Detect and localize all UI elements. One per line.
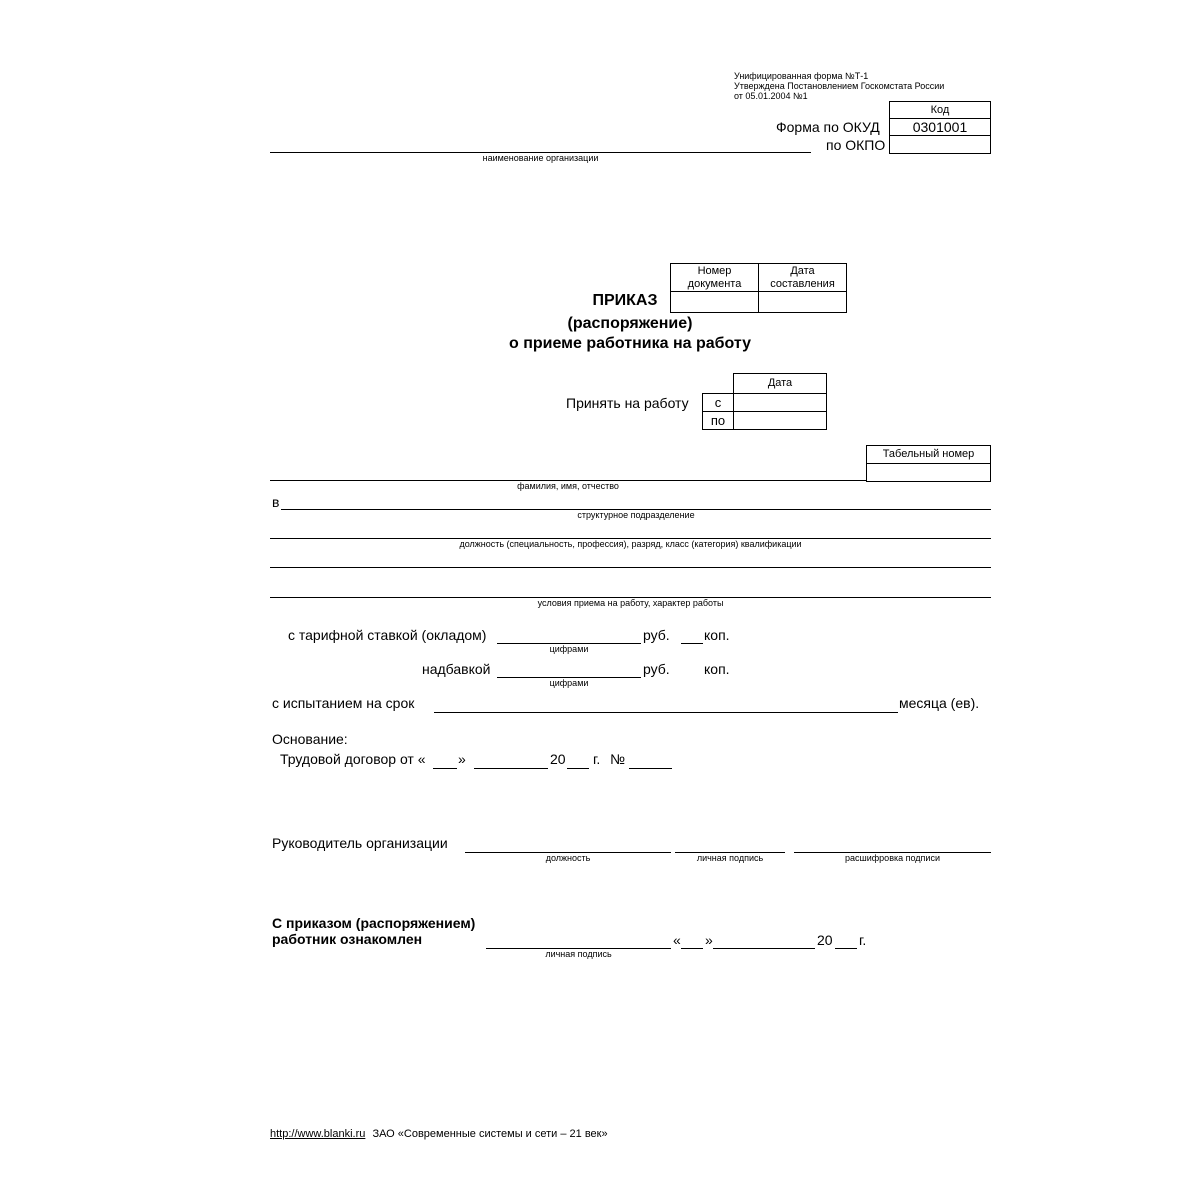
footer-link[interactable]: http://www.blanki.ru [270, 1128, 366, 1140]
doc-date-header: Дата составления [770, 265, 835, 290]
order-title: ПРИКАЗ [592, 292, 658, 309]
employee-name-caption: фамилия, имя, отчество [517, 481, 619, 491]
doc-date-header-cell [758, 263, 847, 292]
division-caption: структурное подразделение [577, 510, 695, 520]
conditions-caption: условия приема на работу, характер работы [537, 598, 724, 608]
probation-line[interactable] [434, 712, 898, 713]
doc-number-header: Номер документа [687, 265, 742, 290]
footer [270, 1128, 608, 1140]
contract-year-prefix: 20 [550, 751, 566, 767]
probation-months-label: месяца (ев). [899, 695, 980, 711]
contract-year-line[interactable] [567, 768, 589, 769]
hire-to-input[interactable] [733, 411, 827, 430]
contract-prefix: Трудовой договор от « [280, 751, 426, 767]
okpo-value-cell[interactable] [889, 135, 991, 154]
rate-kop-label: коп. [704, 627, 730, 643]
date-number-label: от 05.01.2004 №1 [734, 91, 808, 101]
bonus-rub-label: руб. [643, 661, 670, 677]
rate-rub-label: руб. [643, 627, 670, 643]
hire-date-header: Дата [767, 377, 793, 389]
bonus-digits-caption: цифрами [549, 678, 589, 688]
okud-label: Форма по ОКУД [776, 119, 880, 135]
tab-number-header: Табельный номер [882, 448, 975, 460]
okud-value: 0301001 [912, 119, 968, 135]
ack-quote-open: « [673, 932, 681, 948]
doc-number-header-cell [670, 263, 759, 292]
contract-number-line[interactable] [629, 768, 672, 769]
order-purpose: о приеме работника на работу [508, 335, 752, 352]
approved-label: Утверждена Постановлением Госкомстата России [734, 81, 945, 91]
division-in-label: в [272, 494, 280, 510]
head-label: Руководитель организации [272, 835, 448, 851]
contract-quote-close: » [458, 751, 466, 767]
footer-company: ЗАО «Современные системы и сети – 21 век» [372, 1128, 608, 1140]
head-decoding-caption: расшифровка подписи [845, 853, 940, 863]
head-signature-caption: личная подпись [696, 853, 764, 863]
form-meta [734, 71, 944, 101]
unified-form-label: Унифицированная форма №Т-1 [734, 71, 869, 81]
ack-line-1: С приказом (распоряжением) [272, 915, 476, 931]
rate-label: с тарифной ставкой (окладом) [288, 627, 487, 643]
hire-from-label-cell [702, 393, 734, 412]
hire-to-label: по [710, 413, 726, 428]
contract-day-line[interactable] [433, 768, 457, 769]
ack-month-line[interactable] [713, 948, 815, 949]
basis-label: Основание: [272, 731, 348, 747]
order-subtitle: (распоряжение) [567, 315, 693, 332]
contract-month-line[interactable] [474, 768, 548, 769]
tab-number-header-cell [866, 445, 991, 464]
rate-kop-line[interactable] [681, 643, 703, 644]
okud-value-cell[interactable] [889, 118, 991, 136]
ack-line-2: работник ознакомлен [272, 931, 423, 947]
hire-label: Принять на работу [566, 395, 689, 411]
code-header-cell [889, 101, 991, 119]
bonus-label: надбавкой [422, 661, 491, 677]
doc-date-input[interactable] [758, 291, 847, 313]
ack-quote-close: » [705, 932, 713, 948]
contract-number-sign: № [610, 751, 626, 767]
hire-date-header-cell [733, 373, 827, 394]
hire-to-label-cell [702, 411, 734, 430]
hire-from-label: с [714, 395, 722, 410]
ack-day-line[interactable] [681, 948, 703, 949]
rate-digits-caption: цифрами [549, 644, 589, 654]
tab-number-input[interactable] [866, 463, 991, 482]
okpo-label: по ОКПО [826, 137, 886, 153]
org-name-caption: наименование организации [482, 153, 599, 163]
ack-year-prefix: 20 [817, 932, 833, 948]
conditions-line-1[interactable] [270, 567, 991, 568]
bonus-kop-label: коп. [704, 661, 730, 677]
head-position-caption: должность [545, 853, 591, 863]
position-caption: должность (специальность, профессия), разряд, класс (категория) квалификации [459, 539, 802, 549]
hire-from-input[interactable] [733, 393, 827, 412]
ack-year-line[interactable] [835, 948, 857, 949]
ack-signature-caption: личная подпись [545, 949, 612, 959]
ack-year-suffix: г. [859, 932, 867, 948]
probation-label: с испытанием на срок [272, 695, 415, 711]
code-header: Код [930, 104, 950, 116]
contract-year-suffix: г. [593, 751, 601, 767]
